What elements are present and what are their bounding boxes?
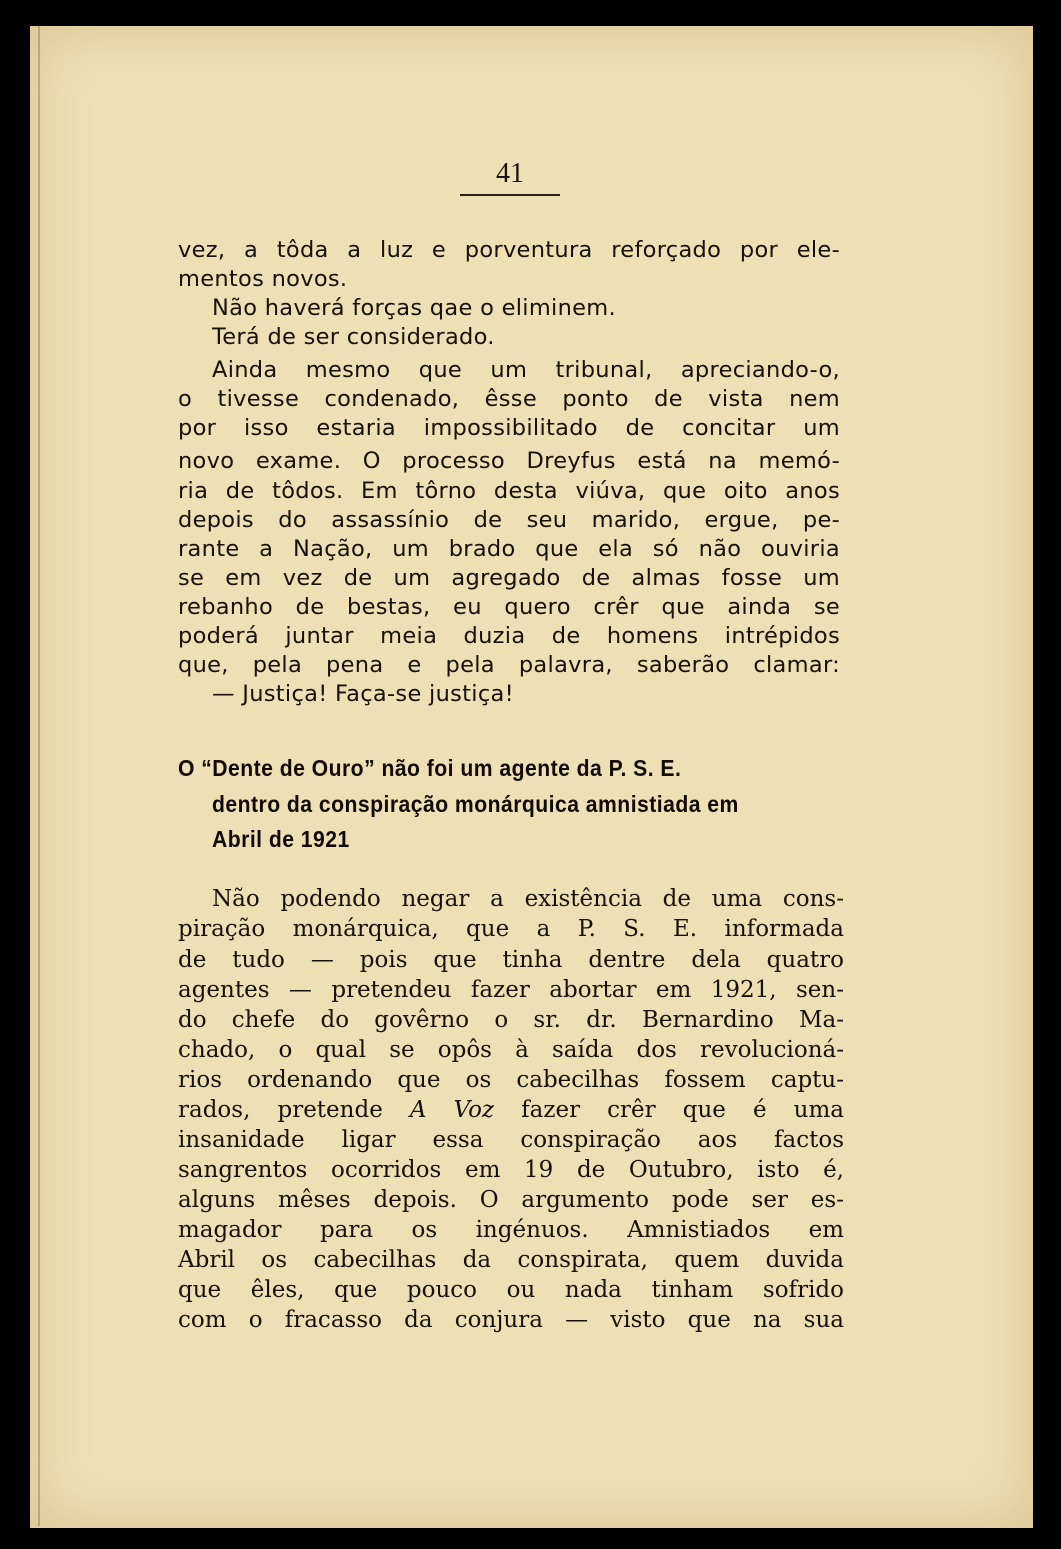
publication-title: A Voz [409, 1097, 495, 1123]
text-line: chado, o qual se opôs à saída dos revolucioná- [178, 1037, 844, 1063]
text-line: que êles, que pouco ou nada tinham sofrido [178, 1277, 844, 1303]
text-line: Não haverá forças qae o eliminem. [212, 295, 616, 321]
text-line: mentos novos. [178, 266, 348, 292]
text-line: Terá de ser considerado. [212, 324, 495, 350]
text-line: o tivesse condenado, êsse ponto de vista nem [178, 386, 840, 412]
section-heading: dentro da conspiração monárquica amnistiada em [212, 791, 739, 817]
text-line: Ainda mesmo que um tribunal, apreciando-o, [212, 357, 840, 383]
text-line: poderá juntar meia duzia de homens intrépidos [178, 623, 840, 649]
page-fold [38, 26, 40, 1526]
text-line: rebanho de bestas, eu quero crêr que ainda se [178, 594, 840, 620]
section-heading: Abril de 1921 [212, 826, 350, 852]
text-line: alguns mêses depois. O argumento pode ser es- [178, 1187, 844, 1213]
text-line: sangrentos ocorridos em 19 de Outubro, isto é, [178, 1157, 844, 1183]
text-line [178, 1096, 844, 1125]
text-line: vez, a tôda a luz e porventura reforçado por ele- [178, 237, 840, 263]
exclamation-line: — Justiça! Faça-se justiça! [212, 681, 514, 707]
text-line: insanidade ligar essa conspiração aos factos [178, 1127, 844, 1153]
text-line: piração monárquica, que a P. S. E. informada [178, 916, 844, 942]
text-line: por isso estaria impossibilitado de concitar um [178, 415, 840, 441]
text-line: rante a Nação, um brado que ela só não ouviria [178, 536, 840, 562]
text-line: rios ordenando que os cabecilhas fossem captu- [178, 1067, 844, 1093]
text-line: Não podendo negar a existência de uma cons- [212, 886, 844, 912]
text-line: que, pela pena e pela palavra, saberão clamar: [178, 652, 840, 678]
page-number: 41 [460, 158, 560, 196]
section-heading: O “Dente de Ouro” não foi um agente da P. S. E. [178, 755, 682, 781]
text-line: do chefe do govêrno o sr. dr. Bernardino Ma- [178, 1007, 844, 1033]
text-line: de tudo — pois que tinha dentre dela quatro [178, 947, 844, 973]
text-line: Abril os cabecilhas da conspirata, quem duvida [178, 1247, 844, 1273]
text-line: se em vez de um agregado de almas fosse um [178, 565, 840, 591]
text-line: ria de tôdos. Em tôrno desta viúva, que oito anos [178, 478, 840, 504]
text-line: novo exame. O processo Dreyfus está na memó- [178, 448, 840, 474]
text-fragment: rados, pretende [178, 1097, 410, 1123]
text-line: agentes — pretendeu fazer abortar em 1921, sen- [178, 977, 844, 1003]
text-fragment: fazer crêr que é uma [494, 1097, 844, 1123]
text-line: com o fracasso da conjura — visto que na sua [178, 1307, 844, 1333]
text-line: magador para os ingénuos. Amnistiados em [178, 1217, 844, 1243]
text-line: depois do assassínio de seu marido, ergue, pe- [178, 507, 840, 533]
